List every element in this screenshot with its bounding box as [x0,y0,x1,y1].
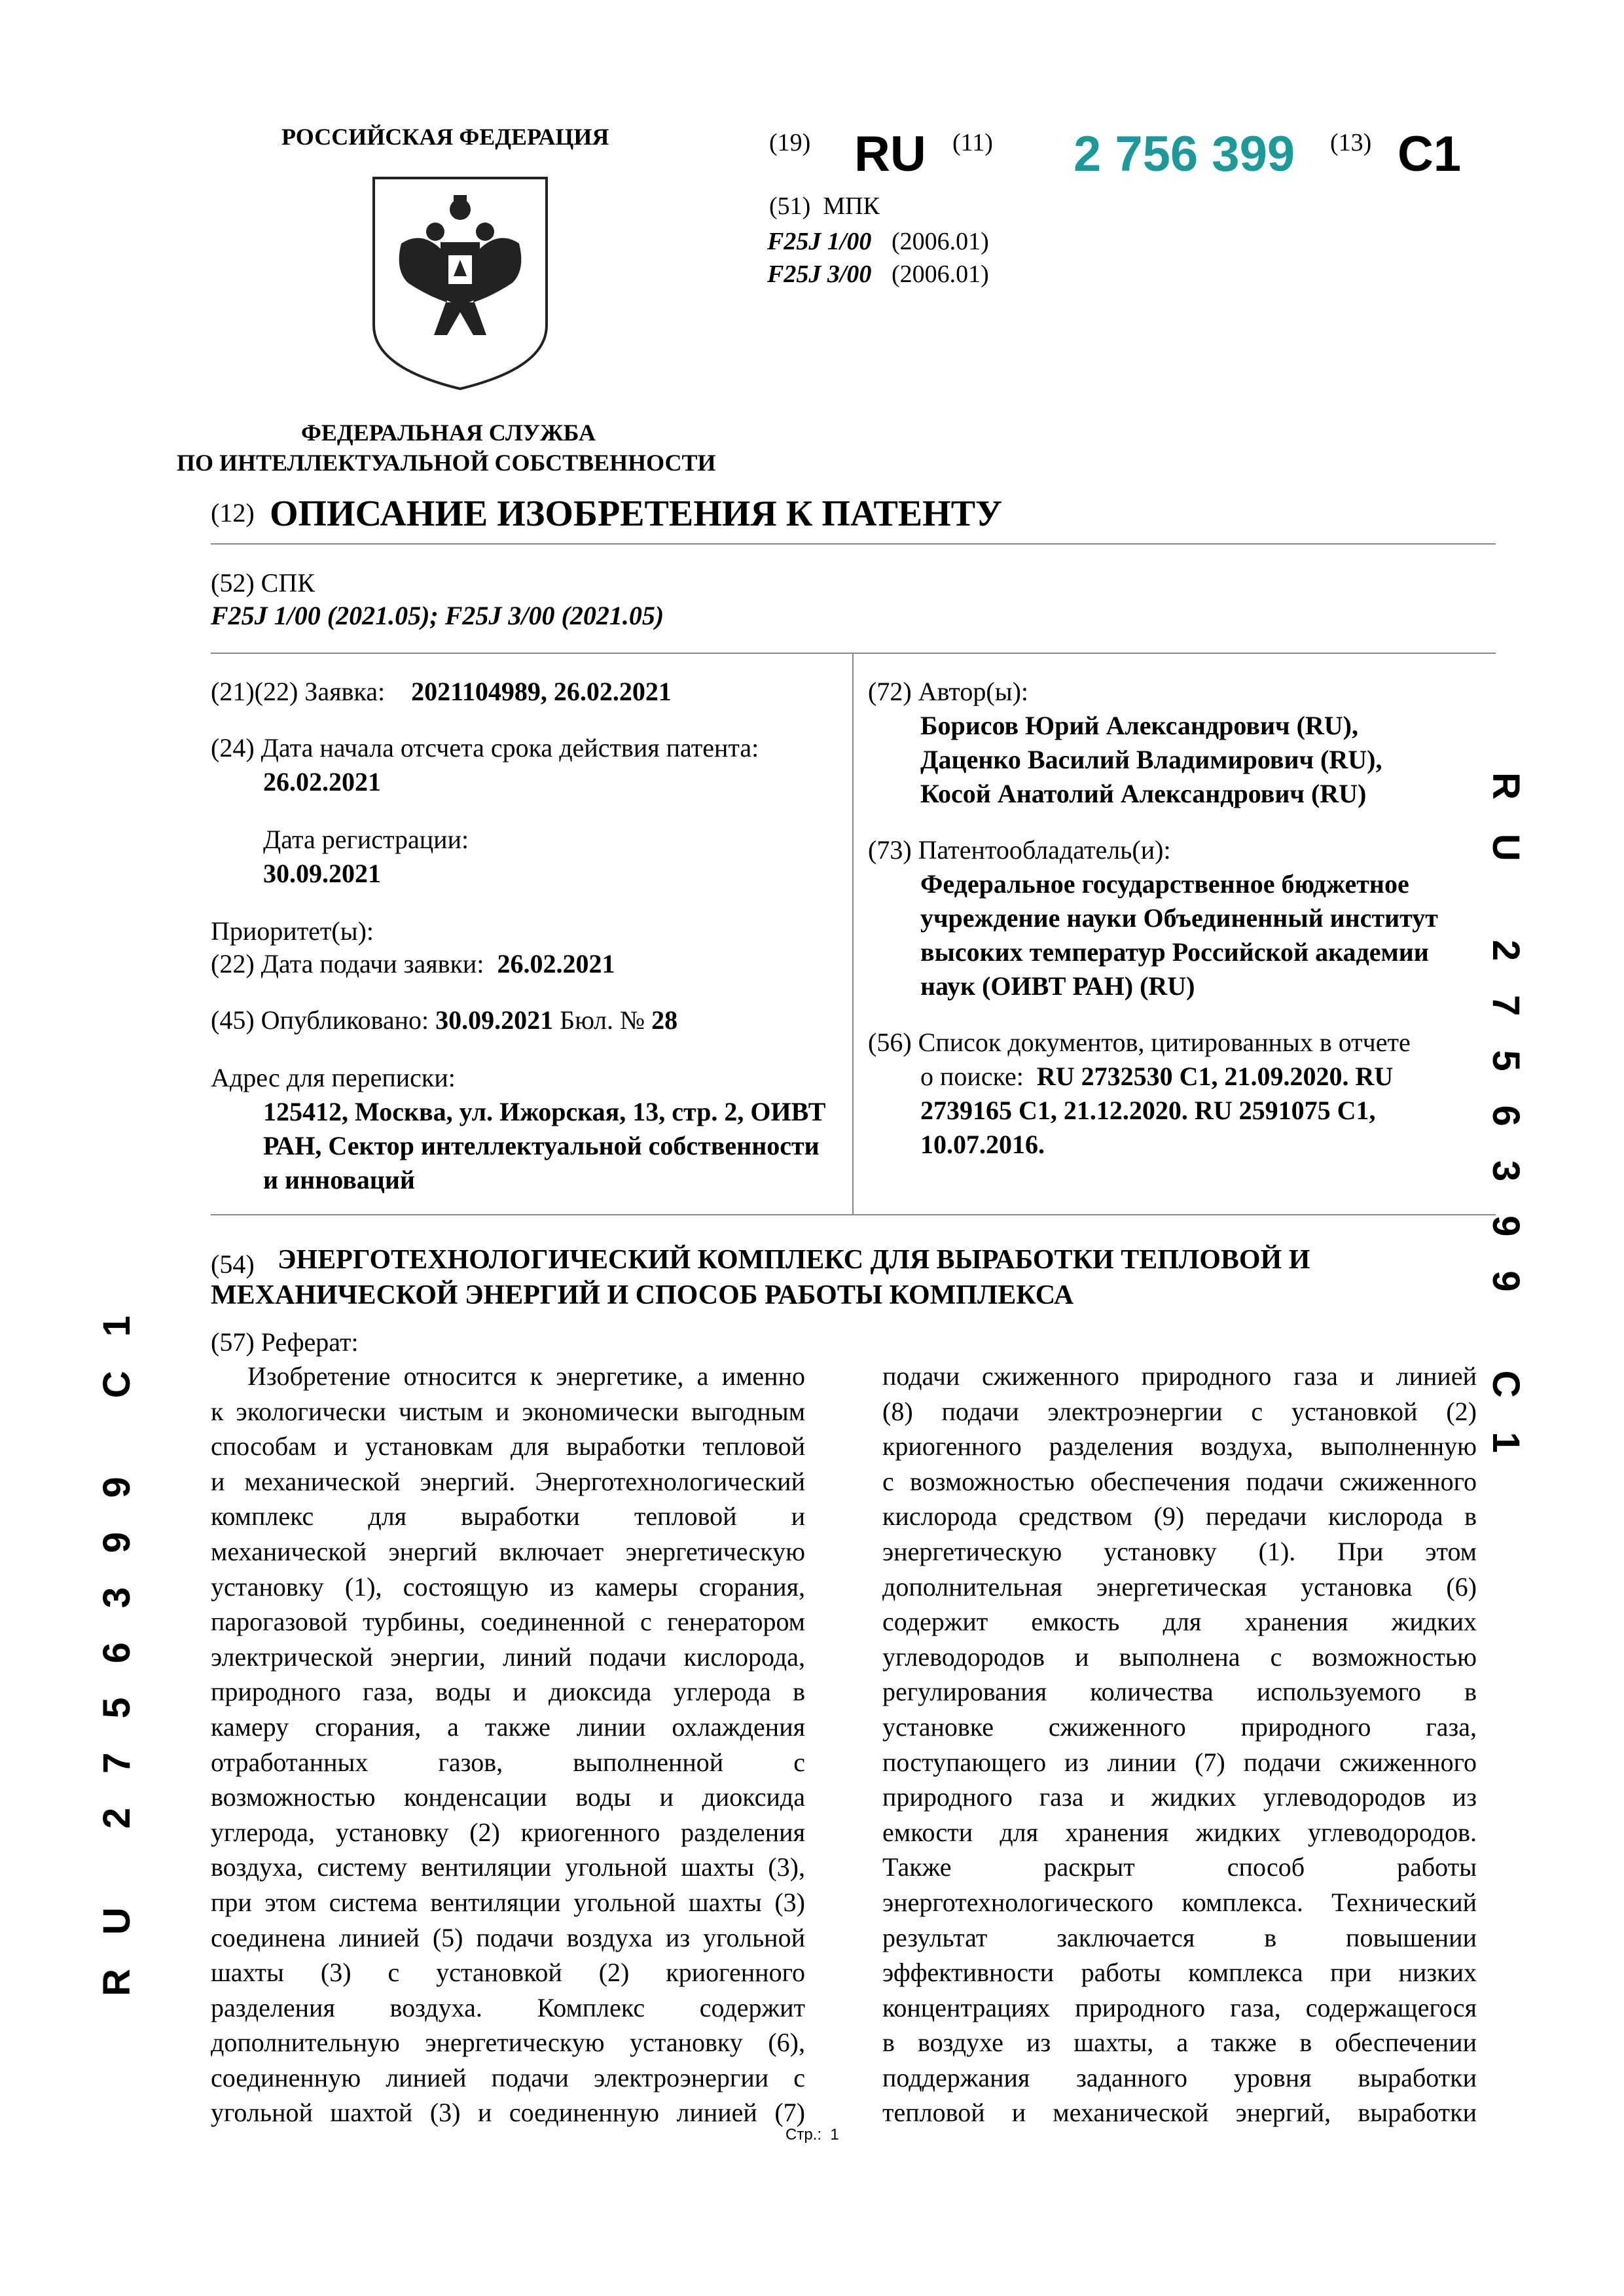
abstract-line: тепловой и механической энергий, выработки [882,2098,1477,2128]
bulletin-value: 28 [651,1005,678,1035]
abstract-line: дополнительная энергетическая установка (6) [882,1571,1477,1602]
abstract-line: углерода, установку (2) криогенного разделения [211,1817,805,1847]
publication-row [211,1003,677,1038]
abstract-line: углеводородов и выполнена с возможностью [882,1641,1477,1672]
page-number: 1 [830,2126,839,2144]
abstract-line: отработанных газов, выполненной с [211,1747,805,1777]
filing-value: 26.02.2021 [497,949,615,978]
owner-line: высоких температур Российской академии [920,937,1429,967]
abstract-line: природного газа, воды и диоксида углерода в [211,1677,805,1707]
invention-title-line1: ЭНЕРГОТЕХНОЛОГИЧЕСКИЙ КОМПЛЕКС ДЛЯ ВЫРАБОТКИ ТЕПЛОВОЙ И [278,1245,1310,1275]
abstract-line: криогенного разделения воздуха, выполненную [882,1431,1477,1462]
address-line: 125412, Москва, ул. Ижорская, 13, стр. 2, ОИВТ [263,1097,826,1126]
abstract-line: механической энергий включает энергетическую [211,1536,805,1566]
abstract-line: разделения воздуха. Комплекс содержит [211,1992,805,2022]
bulletin-label: Бюл. № [560,1005,645,1035]
abstract-line: дополнительную энергетическую установку (6), [211,2028,805,2058]
abstract-column-right [882,1359,1477,2130]
code-12: (12) [211,498,255,528]
address-label: Адрес для переписки: [211,1063,456,1092]
spk-value: F25J 1/00 (2021.05); F25J 3/00 (2021.05) [211,601,664,630]
application-value: 2021104989, 26.02.2021 [411,677,672,706]
author-name: Даценко Василий Владимирович (RU), [920,745,1382,774]
coat-of-arms-emblem [362,171,558,394]
divider [211,1214,1496,1215]
abstract-line: результат заключается в повышении [882,1922,1477,1952]
mpk-year: (2006.01) [892,228,989,255]
filing-label: (22) Дата подачи заявки: [211,949,484,978]
term-value: 26.02.2021 [263,767,381,797]
country-name: РОССИЙСКАЯ ФЕДЕРАЦИЯ [281,124,609,150]
invention-title-line2: МЕХАНИЧЕСКОЙ ЭНЕРГИЙ И СПОСОБ РАБОТЫ КОМПЛЕКСА [211,1280,1074,1310]
address-line: и инноваций [263,1165,415,1194]
cited-line: 10.07.2016. [920,1130,1045,1159]
abstract-line: энергетическую установку (1). При этом [882,1536,1477,1566]
code-54: (54) [211,1249,255,1279]
mpk-year: (2006.01) [892,260,989,288]
cited-line: 2739165 C1, 21.12.2020. RU 2591075 C1, [920,1096,1376,1125]
abstract-line: угольной шахтой (3) и соединенную линией (7) [211,2098,805,2128]
cited-line: RU 2732530 C1, 21.09.2020. RU [1036,1062,1394,1091]
abstract-line: (8) подачи электроэнергии с установкой (2) [882,1396,1477,1426]
abstract-line: парогазовой турбины, соединенной с генератором [211,1607,805,1637]
abstract-line: к экологически чистым и экономически выгодным [211,1396,805,1426]
kind-code: C1 [1398,126,1462,182]
abstract-line: электрической энергии, линий подачи кислорода, [211,1641,805,1672]
abstract-line: концентрациях природного газа, содержащегося [882,1992,1477,2022]
mpk-row [767,258,989,291]
cited-row [920,1059,1393,1094]
abstract-line: с возможностью обеспечения подачи сжиженного [882,1466,1477,1496]
abstract-line: соединенную линией подачи электроэнергии с [211,2062,805,2092]
abstract-line: энерготехнологического комплекса. Технический [882,1887,1477,1917]
application-row [211,674,852,709]
abstract-column-left [211,1359,805,2130]
abstract-line: шахты (3) с установкой (2) криогенного [211,1958,805,1988]
abstract-line: емкости для хранения жидких углеводородов. [882,1817,1477,1847]
abstract-line: Изобретение относится к энергетике, а именно [247,1361,805,1391]
country-code: RU [854,126,926,182]
abstract-line: возможностью конденсации воды и диоксида [211,1782,805,1812]
owner-line: Федеральное государственное бюджетное [920,869,1409,899]
abstract-line: комплекс для выработки тепловой и [211,1501,805,1532]
registration-value: 30.09.2021 [263,859,381,888]
abstract-line: при этом система вентиляции угольной шахты (3) [211,1887,805,1917]
abstract-line: кислорода средством (9) передачи кислорода в [882,1501,1477,1532]
mpk-code: F25J 1/00 [767,228,872,255]
code-19: (19) [769,129,811,156]
author-name: Борисов Юрий Александрович (RU), [920,711,1359,740]
priority-label: Приоритет(ы): [211,916,374,946]
abstract-line: установке сжиженного природного газа, [882,1712,1477,1742]
abstract-line: регулирования количества используемого в [882,1677,1477,1707]
abstract-line: Также раскрыт способ работы [882,1852,1477,1882]
registration-label: Дата регистрации: [263,825,469,854]
document-title: ОПИСАНИЕ ИЗОБРЕТЕНИЯ К ПАТЕНТУ [270,493,1003,534]
spk-label: (52) СПК [211,568,315,598]
author-name: Косой Анатолий Александрович (RU) [920,779,1367,808]
page-label: Стр.: [785,2126,822,2144]
service-name-line1: ФЕДЕРАЛЬНАЯ СЛУЖБА [301,420,596,446]
cited-prefix: о поиске: [920,1062,1024,1091]
abstract-line: воздуха, систему вентиляции угольной шахты (3), [211,1852,805,1882]
authors-label: (72) Автор(ы): [868,677,1028,706]
abstract-line: установку (1), состоящую из камеры сгорания, [211,1571,805,1602]
patent-number: 2 756 399 [1074,126,1295,182]
address-line: РАН, Сектор интеллектуальной собственности [263,1131,820,1160]
divider [211,543,1496,545]
column-divider [852,653,854,1214]
service-name-line2: ПО ИНТЕЛЛЕКТУАЛЬНОЙ СОБСТВЕННОСТИ [177,450,716,476]
abstract-line: содержит емкость для хранения жидких [882,1607,1477,1637]
publication-label: (45) Опубликовано: [211,1005,429,1035]
side-patent-number-left: RU 2756399 C1 [96,1282,138,1996]
page-indicator [785,2126,839,2144]
application-label: (21)(22) Заявка: [211,677,386,706]
mpk-row [767,225,989,258]
abstract-line: в воздухе из шахты, а также в обеспечении [882,2028,1477,2058]
filing-row [211,946,615,982]
cited-label: (56) Список документов, цитированных в отчете [868,1028,1411,1057]
abstract-label: (57) Реферат: [211,1327,359,1357]
mpk-label: МПК [823,192,880,220]
owner-line: наук (ОИВТ РАН) (RU) [920,971,1195,1001]
abstract-line: поддержания заданного уровня выработки [882,2062,1477,2092]
mpk-code: F25J 3/00 [767,260,872,288]
publication-value: 30.09.2021 [435,1005,554,1035]
abstract-line: эффективности работы комплекса при низких [882,1958,1477,1988]
abstract-line: природного газа и жидких углеводородов из [882,1782,1477,1812]
abstract-line: камеру сгорания, а также линии охлаждения [211,1712,805,1742]
side-patent-number-right: RU 2756399 C1 [1485,772,1527,1487]
code-13: (13) [1330,129,1372,156]
owner-line: учреждение науки Объединенный институт [920,903,1438,933]
abstract-line: поступающего из линии (7) подачи сжиженного [882,1747,1477,1777]
code-11: (11) [952,129,993,156]
abstract-line: способам и установкам для выработки тепловой [211,1431,805,1462]
code-51: (51) МПК [769,192,880,220]
owner-label: (73) Патентообладатель(и): [868,835,1171,865]
abstract-line: соединена линией (5) подачи воздуха из угольной [211,1922,805,1952]
abstract-line: и механической энергий. Энерготехнологический [211,1466,805,1496]
term-label: (24) Дата начала отсчета срока действия патента: [211,733,759,762]
abstract-line: подачи сжиженного природного газа и линией [882,1361,1477,1391]
